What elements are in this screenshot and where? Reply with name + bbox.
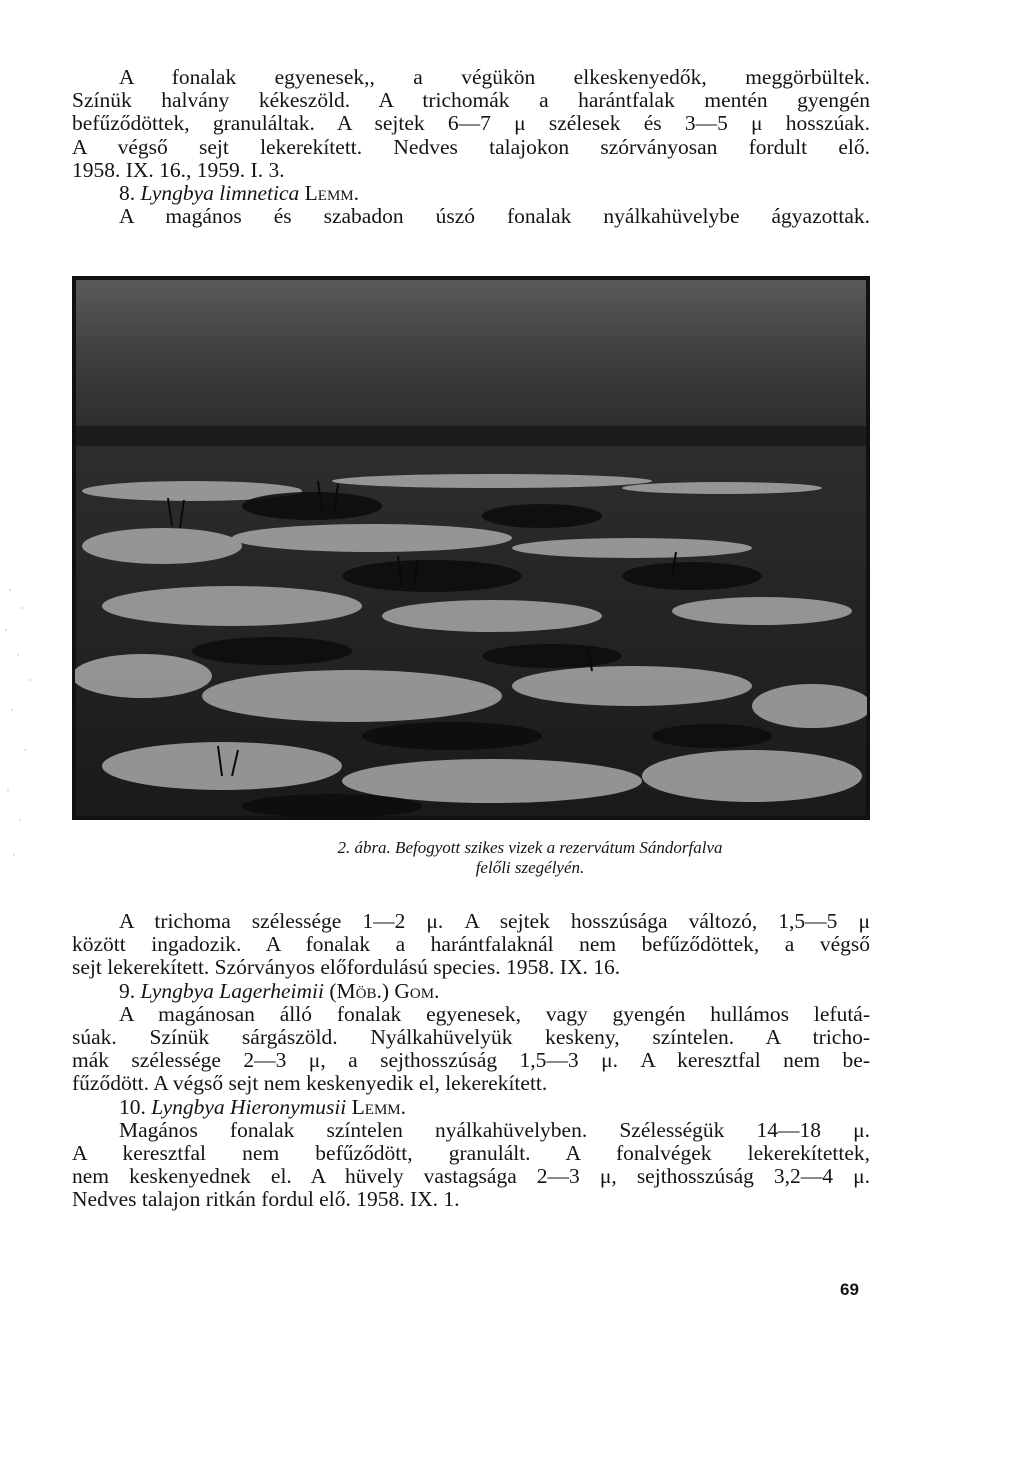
text-line: Színük halvány kékeszöld. A trichomák a harántfalak mentén gyengén: [72, 88, 870, 113]
text-line: súak. Színük sárgászöld. Nyálkahüvelyük keskeny, színtelen. A tricho-: [72, 1025, 870, 1050]
species-heading-9: 9. Lyngbya Lagerheimii (Möb.) Gom.: [119, 978, 440, 1003]
text-line: mák szélessége 2—3 μ, a sejthosszúság 1,5—3 μ. A keresztfal nem be-: [72, 1048, 870, 1073]
text-line: A trichoma szélessége 1—2 μ. A sejtek hosszúsága változó, 1,5—5 μ: [119, 909, 870, 933]
text-line: A magános és szabadon úszó fonalak nyálkahüvelybe ágyazottak.: [119, 204, 870, 229]
scan-speckle: [0, 560, 60, 880]
species-heading-8: 8. Lyngbya limnetica Lemm.: [119, 181, 360, 206]
text-line: A végső sejt lekerekített. Nedves talajokon szórványosan fordult elő.: [72, 134, 870, 159]
text-line: befűződöttek, granuláltak. A sejtek 6—7 μ szélesek és 3—5 μ hosszúak.: [72, 111, 870, 136]
text-line: fűződött. A végső sejt nem keskenyedik el, lekerekített.: [72, 1071, 548, 1096]
page-number: 69: [840, 1280, 859, 1299]
bottom-text: [72, 910, 870, 1212]
text-line: között ingadozik. A fonalak a harántfalaknál nem befűződöttek, a végső: [72, 932, 870, 957]
text-line: A keresztfal nem befűződött, granulált. A fonalvégek lekerekítettek,: [72, 1141, 870, 1166]
text-line: 1958. IX. 16., 1959. I. 3.: [72, 157, 285, 182]
marsh-photograph: [72, 276, 870, 820]
text-line: Magános fonalak színtelen nyálkahüvelyben. Szélességük 14—18 μ.: [119, 1117, 870, 1142]
text-line: sejt lekerekített. Szórványos előfordulású species. 1958. IX. 16.: [72, 955, 621, 980]
species-heading-10: 10. Lyngbya Hieronymusii Lemm.: [119, 1094, 407, 1119]
text-line: Nedves talajon ritkán fordul elő. 1958. IX. 1.: [72, 1187, 460, 1212]
caption-line: 2. ábra. Befogyott szikes vizek a rezervátum Sándorfalva: [337, 838, 723, 857]
text-line: A fonalak egyenesek,, a végükön elkeskenyedők, meggörbültek.: [119, 65, 870, 89]
text-line: nem keskenyednek el. A hüvely vastagsága 2—3 μ, sejthosszúság 3,2—4 μ.: [72, 1164, 870, 1189]
figure-caption: [250, 838, 810, 878]
top-text: [72, 66, 870, 228]
caption-line: felőli szegélyén.: [475, 858, 585, 877]
text-line: A magánosan álló fonalak egyenesek, vagy gyengén hullámos lefutá-: [119, 1001, 870, 1026]
